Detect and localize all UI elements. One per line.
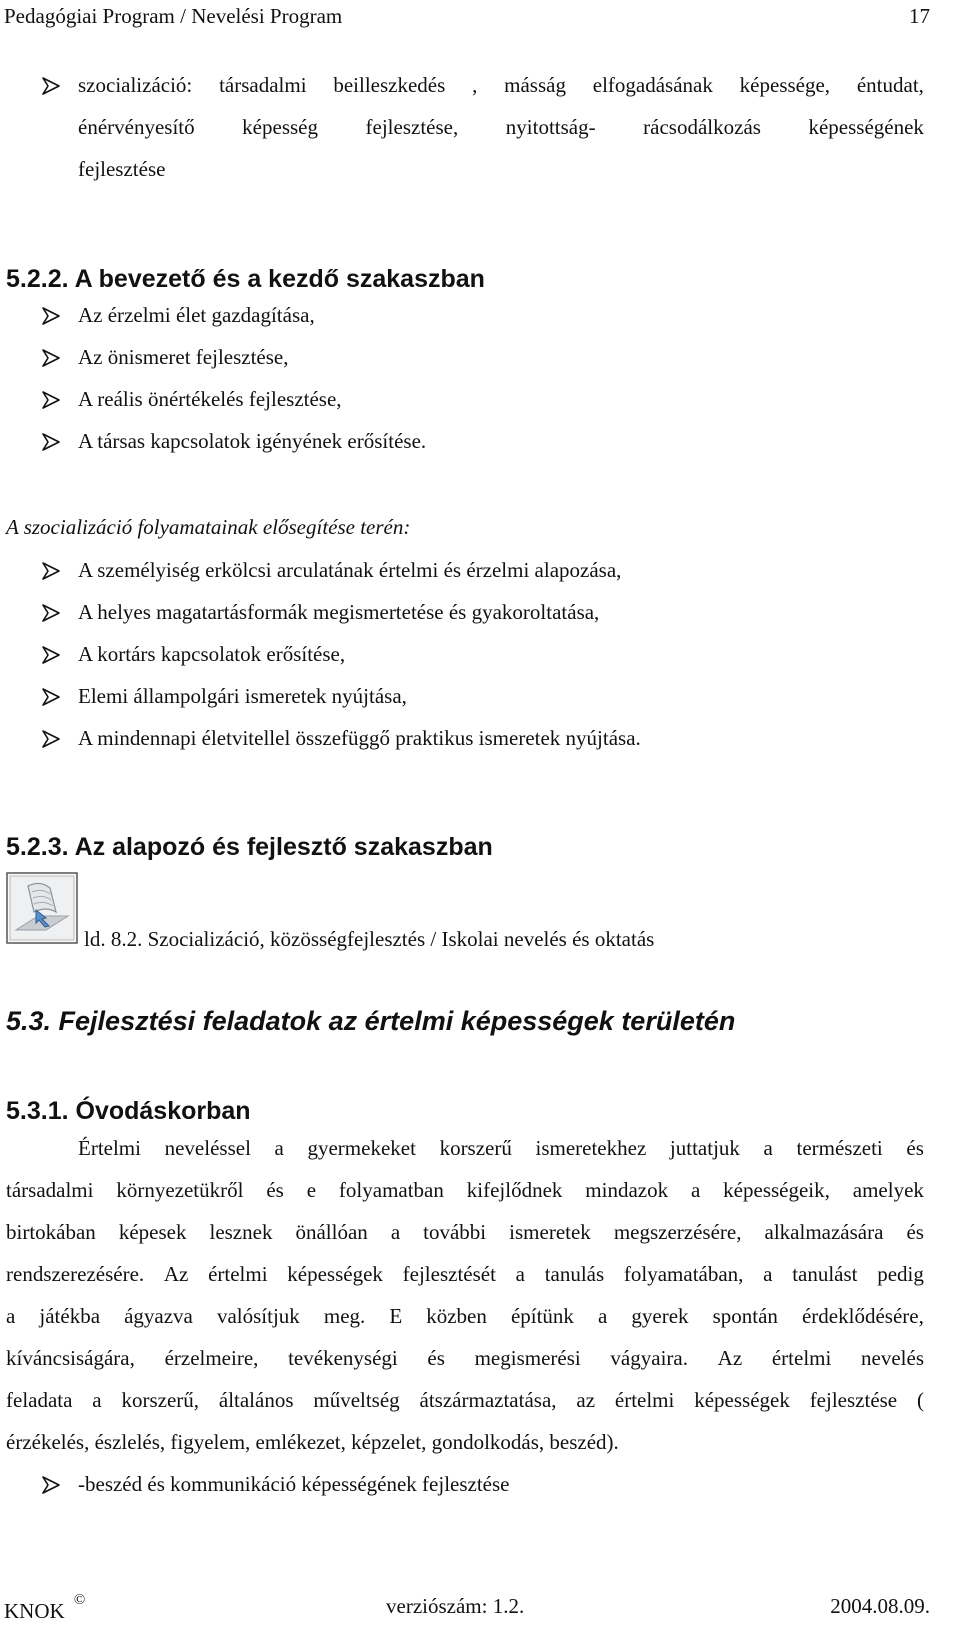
arrow-bullet-icon xyxy=(40,305,62,327)
footer-date: 2004.08.09. xyxy=(830,1594,930,1618)
arrow-bullet-icon xyxy=(40,1474,62,1496)
list-item: -beszéd és kommunikáció képességének fejlesztése xyxy=(78,1472,510,1496)
arrow-bullet-icon xyxy=(40,686,62,708)
paragraph-line: társadalmi környezetükről és e folyamatban kifejlődnek mindazok a képességeik, amelyek xyxy=(6,1178,924,1202)
list-item: A reális önértékelés fejlesztése, xyxy=(78,387,342,411)
list-item: A személyiség erkölcsi arculatának értelmi és érzelmi alapozása, xyxy=(78,558,622,582)
arrow-bullet-icon xyxy=(40,75,62,97)
arrow-bullet-icon xyxy=(40,560,62,582)
footer-org: KNOK xyxy=(4,1599,65,1623)
intro-bullet-line-3: fejlesztése xyxy=(78,157,166,181)
list-item: A társas kapcsolatok igényének erősítése. xyxy=(78,429,427,453)
intro-bullet-line-2: énérvényesítő képesség fejlesztése, nyitottság- rácsodálkozás képességének xyxy=(78,115,924,139)
list-item: A helyes magatartásformák megismertetése és gyakoroltatása, xyxy=(78,600,600,624)
section-522-heading: 5.2.2. A bevezető és a kezdő szakaszban xyxy=(6,265,485,293)
paragraph-line: birtokában képesek lesznek önállóan a további ismeretek megszerzésére, alkalmazására és xyxy=(6,1220,924,1244)
paragraph-line: rendszerezésére. Az értelmi képességek fejlesztését a tanulás folyamatában, a tanulást pedig xyxy=(6,1262,924,1286)
socialization-heading: A szocializáció folyamatainak elősegítése terén: xyxy=(6,515,411,539)
footer-left xyxy=(4,1592,85,1625)
list-item: A kortárs kapcsolatok erősítése, xyxy=(78,642,346,666)
page-header-title: Pedagógiai Program / Nevelési Program xyxy=(4,4,343,28)
section-53-heading: 5.3. Fejlesztési feladatok az értelmi képességek területén xyxy=(6,1006,736,1036)
list-item: A mindennapi életvitellel összefüggő praktikus ismeretek nyújtása. xyxy=(78,726,641,750)
intro-bullet-line-1: szocializáció: társadalmi beilleszkedés , másság elfogadásának képessége, éntudat, xyxy=(78,73,924,97)
footer-version: verziószám: 1.2. xyxy=(386,1594,525,1618)
paragraph-line: Értelmi neveléssel a gyermekeket korszerű ismeretekhez juttatjuk a természeti és xyxy=(78,1136,924,1160)
arrow-bullet-icon xyxy=(40,389,62,411)
cross-reference[interactable]: ld. 8.2. Szocializáció, közösségfejlesztés / Iskolai nevelés és oktatás xyxy=(84,927,655,951)
section-531-heading: 5.3.1. Óvodáskorban xyxy=(6,1097,251,1125)
arrow-bullet-icon xyxy=(40,728,62,750)
list-item: Az önismeret fejlesztése, xyxy=(78,345,289,369)
paragraph-line: feladata a korszerű, általános műveltség átszármaztatása, az értelmi képességek fejlesztése ( xyxy=(6,1388,924,1412)
paragraph-last-line: érzékelés, észlelés, figyelem, emlékezet, képzelet, gondolkodás, beszéd). xyxy=(6,1430,619,1454)
section-523-heading: 5.2.3. Az alapozó és fejlesztő szakaszban xyxy=(6,833,493,861)
arrow-bullet-icon xyxy=(40,347,62,369)
list-item: Elemi állampolgári ismeretek nyújtása, xyxy=(78,684,407,708)
page-number: 17 xyxy=(909,4,930,28)
list-item: Az érzelmi élet gazdagítása, xyxy=(78,303,315,327)
arrow-bullet-icon xyxy=(40,431,62,453)
arrow-bullet-icon xyxy=(40,644,62,666)
paragraph-line: kíváncsiságára, érzelmeire, tevékenységi és megismerési vágyaira. Az értelmi nevelés xyxy=(6,1346,924,1370)
arrow-bullet-icon xyxy=(40,602,62,624)
paragraph-line: a játékba ágyazva valósítjuk meg. E közben építünk a gyerek spontán érdeklődésére, xyxy=(6,1304,924,1328)
document-link-icon[interactable] xyxy=(6,872,78,944)
copyright-symbol: © xyxy=(73,1592,86,1608)
